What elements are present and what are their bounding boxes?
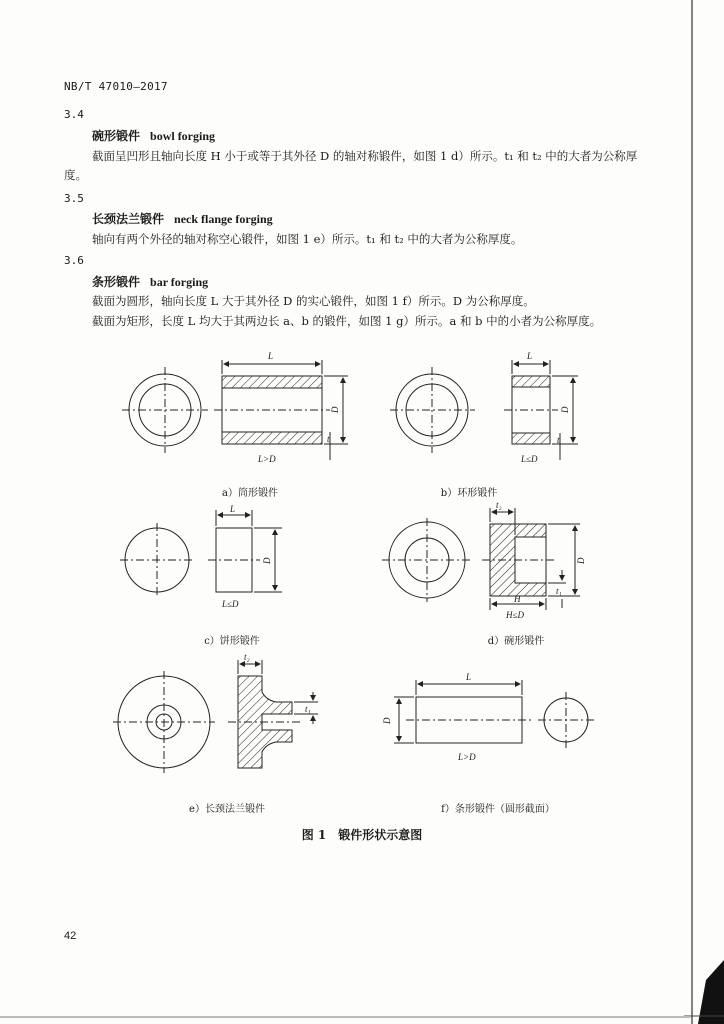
- subfigure-e-neck-flange: [113, 660, 318, 773]
- dim-label-t1: t₁: [305, 704, 311, 714]
- section-number: 3.4: [64, 108, 84, 121]
- term-zh: 条形锻件: [92, 275, 141, 289]
- term-zh: 长颈法兰锻件: [92, 212, 165, 226]
- dim-label-D: D: [560, 406, 570, 413]
- dim-label-L: L: [268, 351, 274, 361]
- scan-edge: [684, 0, 724, 1024]
- caption-b: b）环形锻件: [440, 488, 498, 499]
- term-zh: 碗形锻件: [92, 129, 141, 143]
- dim-label-t: t: [557, 435, 560, 445]
- dim-label-D: D: [576, 557, 586, 564]
- subfigure-a-cylinder: [122, 360, 348, 460]
- subfigure-f-bar: [394, 680, 594, 748]
- caption-f: f）条形锻件（圆形截面）: [441, 804, 555, 815]
- subfigure-c-disc: [120, 510, 282, 597]
- subfigure-d-bowl: [382, 508, 580, 610]
- term-en: bowl forging: [150, 129, 216, 143]
- dim-label-L: L: [230, 504, 236, 514]
- dim-label-t1: t₁: [556, 586, 562, 596]
- dim-condition: L≤D: [222, 599, 239, 609]
- dim-condition: L>D: [258, 454, 276, 464]
- paragraph: 截面为矩形，长度 L 均大于其两边长 a、b 的锻件，如图 1 g）所示。a 和 b 中的小者为公称厚度。: [92, 314, 602, 328]
- paragraph: 截面呈凹形且轴向长度 H 小于或等于其外径 D 的轴对称锻件，如图 1 d）所示。t₁ 和 t₂ 中的大者为公称厚度。: [64, 149, 638, 182]
- dim-label-D: D: [262, 557, 272, 564]
- paragraph: 截面为圆形，轴向长度 L 大于其外径 D 的实心锻件，如图 1 f）所示。D 为公称厚度。: [92, 294, 535, 308]
- dim-condition: L≤D: [521, 454, 538, 464]
- dim-label-D: D: [382, 717, 392, 724]
- dim-label-t2: t₂: [244, 652, 250, 662]
- dim-condition: L>D: [458, 752, 476, 762]
- dim-label-H: H: [514, 594, 521, 604]
- dim-label-t: t: [327, 434, 330, 444]
- section-number: 3.6: [64, 254, 84, 267]
- subfigure-b-ring: [390, 360, 578, 460]
- dim-condition: H≤D: [506, 610, 524, 620]
- dim-label-L: L: [527, 351, 533, 361]
- caption-e: e）长颈法兰锻件: [189, 804, 265, 815]
- dim-label-D: D: [330, 406, 340, 413]
- caption-c: c）饼形锻件: [204, 636, 260, 647]
- dim-label-L: L: [466, 672, 472, 682]
- term-en: neck flange forging: [174, 212, 273, 226]
- scan-bottom-edge: [0, 1016, 690, 1018]
- caption-d: d）碗形锻件: [487, 636, 545, 647]
- figure-title: 图 1 锻件形状示意图: [301, 828, 423, 842]
- term-en: bar forging: [150, 275, 209, 289]
- paragraph: 轴向有两个外径的轴对称空心锻件，如图 1 e）所示。t₁ 和 t₂ 中的大者为公称厚度。: [92, 232, 523, 246]
- caption-a: a）筒形锻件: [222, 488, 278, 499]
- dim-label-t2: t₂: [496, 500, 502, 510]
- page-number: 42: [64, 930, 77, 942]
- section-number: 3.5: [64, 192, 84, 205]
- standard-code: NB/T 47010—2017: [64, 80, 168, 93]
